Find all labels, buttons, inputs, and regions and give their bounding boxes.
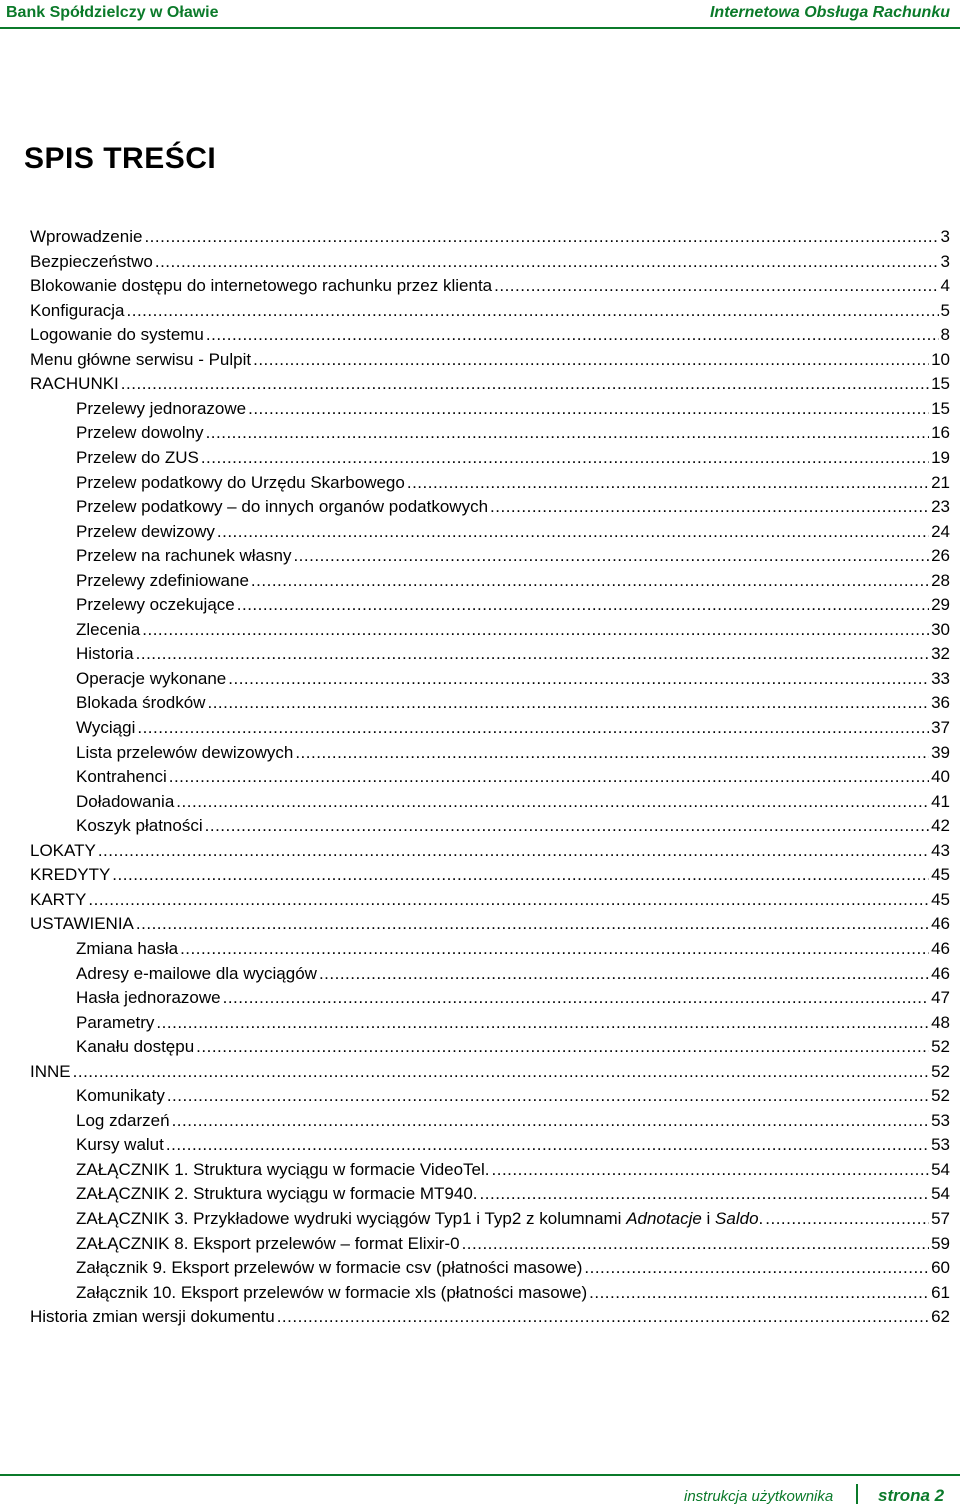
toc-entry-page: 28 <box>931 570 950 590</box>
toc-dot-leader <box>142 619 929 641</box>
toc-entry-title: Historia zmian wersji dokumentu <box>30 1307 275 1327</box>
toc-entry-page: 59 <box>931 1233 950 1253</box>
toc-entry-title: Wprowadzenie <box>30 227 143 246</box>
toc-entry[interactable] <box>76 1208 950 1230</box>
toc-dot-leader <box>295 742 929 764</box>
toc-entry[interactable] <box>76 668 950 690</box>
toc-entry-title: Przelewy jednorazowe <box>76 398 247 418</box>
toc-entry-page: 40 <box>931 767 950 787</box>
toc-entry[interactable] <box>76 398 950 420</box>
toc-dot-leader <box>166 1134 929 1156</box>
toc-entry[interactable] <box>30 373 950 395</box>
toc-entry[interactable] <box>30 324 950 346</box>
toc-entry-title: Przelewy oczekujące <box>76 595 235 615</box>
toc-dot-leader <box>73 1061 929 1083</box>
page-footer <box>0 1470 960 1507</box>
toc-dot-leader <box>765 1208 929 1230</box>
toc-entry-page: 41 <box>931 791 950 811</box>
toc-entry[interactable] <box>76 938 950 960</box>
toc-entry[interactable] <box>76 1110 950 1132</box>
toc-entry-title: Adresy e-mailowe dla wyciągów <box>76 963 317 983</box>
toc-entry-page: 54 <box>931 1159 950 1179</box>
toc-entry-page: 33 <box>931 668 950 688</box>
header-rule <box>0 27 960 29</box>
toc-entry[interactable] <box>76 1134 950 1156</box>
page-number: strona 2 <box>878 1486 945 1505</box>
toc-entry-title: Koszyk płatności <box>76 816 203 836</box>
toc-entry-page: 47 <box>931 988 950 1008</box>
toc-entry-title: Zlecenia <box>76 619 141 639</box>
toc-entry-title: KREDYTY <box>30 865 111 885</box>
bank-name: Bank Spółdzielczy w Oławie <box>6 4 219 21</box>
toc-entry[interactable] <box>76 963 950 985</box>
toc-dot-leader <box>480 1183 930 1205</box>
toc-dot-leader <box>217 521 929 543</box>
toc-dot-leader <box>201 447 929 469</box>
toc-entry-page: 26 <box>931 546 950 566</box>
toc-entry[interactable] <box>76 545 950 567</box>
toc-dot-leader <box>137 717 929 739</box>
toc-entry[interactable] <box>76 1012 950 1034</box>
toc-entry-page: 16 <box>931 423 950 443</box>
toc-entry-page: 29 <box>931 595 950 615</box>
toc-dot-leader <box>407 472 929 494</box>
toc-entry-title: Blokada środków <box>76 693 206 713</box>
toc-entry-title: ZAŁĄCZNIK 3. Przykładowe wydruki wyciągów Typ1 i Typ2 z kolumnami Adnotacje i Saldo. <box>76 1209 764 1228</box>
toc-entry-title: Log zdarzeń <box>76 1110 170 1130</box>
toc-dot-leader <box>492 1159 930 1181</box>
toc-dot-leader <box>205 815 929 837</box>
toc-dot-leader <box>494 275 938 297</box>
toc-entry[interactable] <box>76 643 950 665</box>
toc-entry-page: 37 <box>931 718 950 737</box>
toc-entry-title: Przelew dewizowy <box>76 521 215 541</box>
toc-entry[interactable] <box>30 275 950 297</box>
toc-entry-page: 21 <box>931 472 950 492</box>
footer-rule <box>0 1474 960 1476</box>
toc-dot-leader <box>584 1257 929 1279</box>
toc-entry-page: 52 <box>931 1037 950 1057</box>
toc-dot-leader <box>176 791 929 813</box>
toc-entry[interactable] <box>76 422 950 444</box>
toc-entry-page: 52 <box>931 1086 950 1106</box>
toc-entry-page: 3 <box>940 227 950 246</box>
toc-entry-title: Przelew podatkowy – do innych organów podatkowych <box>76 497 489 517</box>
toc-entry-title: Bezpieczeństwo <box>30 251 153 271</box>
page-title: SPIS TREŚCI <box>24 142 217 175</box>
toc-entry-page: 5 <box>940 300 950 320</box>
toc-entry-page: 61 <box>931 1282 950 1302</box>
toc-entry-title: Logowanie do systemu <box>30 325 204 345</box>
toc-entry-page: 15 <box>931 374 950 394</box>
toc-dot-leader <box>206 422 930 444</box>
toc-entry-page: 43 <box>931 840 950 860</box>
toc-entry-title: Kursy walut <box>76 1135 164 1155</box>
toc-dot-leader <box>98 840 929 862</box>
toc-entry[interactable] <box>76 791 950 813</box>
toc-dot-leader <box>136 643 929 665</box>
toc-entry-title: Przelew podatkowy do Urzędu Skarbowego <box>76 472 405 492</box>
toc-dot-leader <box>462 1233 930 1255</box>
toc-dot-leader <box>206 324 939 346</box>
toc-entry-title: Hasła jednorazowe <box>76 988 221 1008</box>
toc-entry-title: Przelew do ZUS <box>76 447 199 467</box>
toc-entry[interactable] <box>76 742 950 764</box>
toc-entry-page: 36 <box>931 693 950 713</box>
toc-dot-leader <box>156 1012 929 1034</box>
toc-entry-page: 19 <box>931 447 950 467</box>
toc-entry-title: ZAŁĄCZNIK 1. Struktura wyciągu w formacie VideoTel. <box>76 1159 490 1179</box>
toc-dot-leader <box>88 889 929 911</box>
toc-dot-leader <box>490 496 929 518</box>
toc-dot-leader <box>589 1282 929 1304</box>
toc-entry-title: Menu główne serwisu - Pulpit <box>30 349 252 369</box>
toc-entry-title: LOKATY <box>30 840 96 860</box>
toc-entry-page: 46 <box>931 963 950 983</box>
toc-entry[interactable] <box>30 226 950 248</box>
toc-entry[interactable] <box>76 594 950 616</box>
toc-entry-title: Załącznik 10. Eksport przelewów w formacie xls (płatności masowe) <box>76 1282 588 1302</box>
toc-entry-page: 42 <box>931 816 950 836</box>
toc-entry-title: ZAŁĄCZNIK 2. Struktura wyciągu w formacie MT940. <box>76 1184 478 1204</box>
toc-entry-title: Konfiguracja <box>30 300 125 320</box>
toc-dot-leader <box>169 766 929 788</box>
toc-entry-title: Przelew na rachunek własny <box>76 546 292 566</box>
toc-entry-page: 10 <box>931 349 950 369</box>
toc-dot-leader <box>223 987 929 1009</box>
toc-entry[interactable] <box>76 1282 950 1304</box>
toc-entry-page: 24 <box>931 521 950 541</box>
toc-dot-leader <box>319 963 929 985</box>
toc-entry-page: 52 <box>931 1061 950 1081</box>
toc-entry-title: Komunikaty <box>76 1086 165 1106</box>
toc-entry-title: Przelewy zdefiniowane <box>76 570 249 590</box>
toc-dot-leader <box>144 226 938 248</box>
toc-dot-leader <box>293 545 929 567</box>
toc-entry[interactable] <box>30 889 950 911</box>
toc-entry[interactable] <box>76 692 950 714</box>
toc-dot-leader <box>112 864 929 886</box>
toc-entry[interactable] <box>30 840 950 862</box>
toc-dot-leader <box>237 594 929 616</box>
toc-entry-page: 62 <box>931 1307 950 1327</box>
toc-entry[interactable] <box>76 1036 950 1058</box>
toc-entry[interactable] <box>76 619 950 641</box>
toc-entry-title: Kontrahenci <box>76 767 167 787</box>
footer-label: instrukcja użytkownika <box>684 1488 834 1505</box>
toc-entry-page: 57 <box>931 1209 950 1228</box>
toc-dot-leader <box>172 1110 930 1132</box>
toc-entry[interactable] <box>76 987 950 1009</box>
toc-entry[interactable] <box>30 349 950 371</box>
toc-entry[interactable] <box>76 1233 950 1255</box>
toc-entry-title: Przelew dowolny <box>76 423 204 443</box>
toc-entry[interactable] <box>76 766 950 788</box>
toc-entry-page: 45 <box>931 889 950 909</box>
toc-entry-title: RACHUNKI <box>30 374 119 394</box>
toc-entry-page: 4 <box>940 276 950 296</box>
toc-dot-leader <box>277 1306 929 1328</box>
toc-entry-title: Kanału dostępu <box>76 1037 195 1057</box>
footer-separator <box>856 1484 858 1504</box>
toc-dot-leader <box>167 1085 929 1107</box>
toc-entry[interactable] <box>30 1061 950 1083</box>
toc-dot-leader <box>121 373 929 395</box>
document-subject: Internetowa Obsługa Rachunku <box>709 4 950 21</box>
toc-dot-leader <box>196 1036 929 1058</box>
toc-dot-leader <box>251 570 929 592</box>
toc-entry-page: 53 <box>931 1135 950 1155</box>
toc-dot-leader <box>180 938 929 960</box>
toc-entry-title: Historia <box>76 644 134 664</box>
toc-dot-leader <box>253 349 929 371</box>
toc-entry[interactable] <box>30 1306 950 1328</box>
toc-entry[interactable] <box>76 521 950 543</box>
toc-entry-title: Lista przelewów dewizowych <box>76 742 294 762</box>
toc-entry-title: Doładowania <box>76 791 175 811</box>
toc-entry[interactable] <box>76 1183 950 1205</box>
toc-entry-page: 23 <box>931 497 950 517</box>
toc-dot-leader <box>155 251 939 273</box>
toc-dot-leader <box>127 300 939 322</box>
toc-entry-page: 32 <box>931 644 950 664</box>
toc-entry-title: USTAWIENIA <box>30 914 134 934</box>
toc-entry[interactable] <box>76 570 950 592</box>
toc-entry[interactable] <box>76 1085 950 1107</box>
toc-entry[interactable] <box>76 1257 950 1279</box>
toc-entry-page: 53 <box>931 1110 950 1130</box>
toc-entry[interactable] <box>30 251 950 273</box>
toc-entry-page: 54 <box>931 1184 950 1204</box>
toc-entry-page: 46 <box>931 938 950 958</box>
toc-entry-page: 3 <box>940 251 950 271</box>
toc-entry-title: ZAŁĄCZNIK 8. Eksport przelewów – format Elixir-0 <box>76 1233 460 1253</box>
toc-entry-title: INNE <box>30 1061 71 1081</box>
toc-entry-title: KARTY <box>30 889 87 909</box>
toc-entry-page: 48 <box>931 1012 950 1032</box>
toc-entry-title: Wyciągi <box>76 718 136 737</box>
toc-entry-page: 45 <box>931 865 950 885</box>
toc-entry[interactable] <box>76 717 950 739</box>
toc-dot-leader <box>207 692 929 714</box>
toc-entry[interactable] <box>30 300 950 322</box>
toc-entry[interactable] <box>30 864 950 886</box>
toc-entry-title: Blokowanie dostępu do internetowego rachunku przez klienta <box>30 276 493 296</box>
toc-entry-title: Zmiana hasła <box>76 938 179 958</box>
toc-entry-page: 8 <box>940 325 950 345</box>
toc-entry-page: 30 <box>931 619 950 639</box>
toc-entry-title: Załącznik 9. Eksport przelewów w formacie csv (płatności masowe) <box>76 1258 583 1278</box>
toc-entry-title: Operacje wykonane <box>76 668 227 688</box>
toc-entry-page: 46 <box>931 914 950 934</box>
toc-dot-leader <box>136 913 929 935</box>
toc-dot-leader <box>228 668 929 690</box>
toc-entry[interactable] <box>76 1159 950 1181</box>
toc-entry[interactable] <box>76 815 950 837</box>
toc-entry[interactable] <box>76 472 950 494</box>
page-header <box>0 0 960 30</box>
toc-entry-page: 60 <box>931 1258 950 1278</box>
toc-entry[interactable] <box>30 913 950 935</box>
toc-entry-page: 15 <box>931 398 950 418</box>
toc-dot-leader <box>248 398 929 420</box>
toc-entry-page: 39 <box>931 742 950 762</box>
toc-entry[interactable] <box>76 496 950 518</box>
toc-entry[interactable] <box>76 447 950 469</box>
toc-entry-title: Parametry <box>76 1012 155 1032</box>
